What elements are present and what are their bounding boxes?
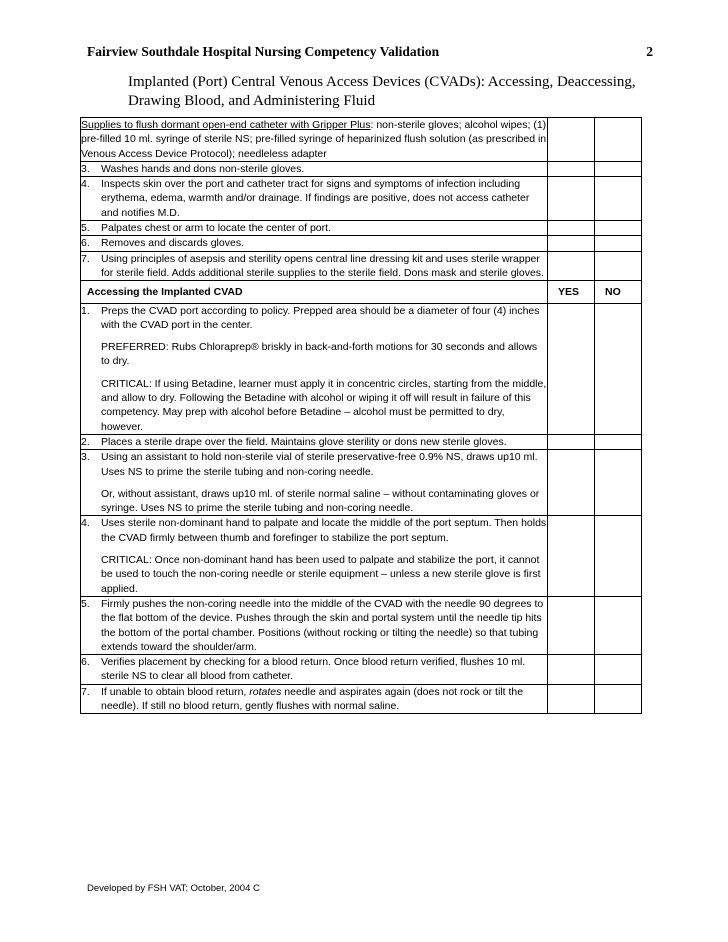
yes-cell[interactable] xyxy=(548,177,595,221)
table-row xyxy=(81,177,642,221)
step-number: 5. xyxy=(81,222,90,235)
section-header-row xyxy=(81,281,642,303)
supplies-cell xyxy=(81,118,548,162)
step-cell xyxy=(81,655,548,685)
yes-cell[interactable] xyxy=(548,118,595,162)
no-cell[interactable] xyxy=(595,655,642,685)
step-cell xyxy=(81,303,548,434)
supplies-label: Supplies to flush dormant open-end catheter with Gripper Plus xyxy=(81,119,371,131)
footer-note: Developed by FSH VAT: October, 2004 C xyxy=(87,883,260,894)
no-cell[interactable] xyxy=(595,596,642,654)
step-text: Firmly pushes the non-coring needle into the middle of the CVAD with the needle 90 degrees to the flat bottom of the device. Pushes through the skin and portal system until the needle tip hits the bottom of the portal chamber. Positions (without rocking or tilting the needle) so that tubing extends toward the shoulder/arm. xyxy=(101,597,544,653)
header-title: Fairview Southdale Hospital Nursing Competency Validation xyxy=(87,44,440,59)
step-cell xyxy=(81,684,548,714)
yes-cell[interactable] xyxy=(548,450,595,516)
table-row xyxy=(81,161,642,176)
step-note: CRITICAL: Once non-dominant hand has been used to palpate and stabilize the port, it cannot be used to touch the non-coring needle or sterile equipment – unless a new sterile glove is first applied. xyxy=(101,554,541,595)
table-row xyxy=(81,450,642,516)
yes-cell[interactable] xyxy=(548,303,595,434)
no-cell[interactable] xyxy=(595,177,642,221)
step-text: Washes hands and dons non-sterile gloves. xyxy=(101,162,305,175)
step-cell xyxy=(81,450,548,516)
table-row xyxy=(81,251,642,281)
table-row xyxy=(81,221,642,236)
yes-cell[interactable] xyxy=(548,221,595,236)
step-text: Using an assistant to hold non-sterile vial of sterile preservative-free 0.9% NS, draws up10 ml. Uses NS to prime the sterile tubing and non-coring needle. xyxy=(101,451,538,478)
competency-table xyxy=(80,117,642,714)
step-text: Removes and discards gloves. xyxy=(101,237,244,250)
yes-column-header: YES xyxy=(548,281,595,303)
no-column-header: NO xyxy=(595,281,642,303)
step-note: Or, without assistant, draws up10 ml. of sterile normal saline – without contaminating gloves or syringe. Uses NS to prime the sterile tubing and non-coring needle. xyxy=(101,487,540,515)
table-row xyxy=(81,516,642,596)
document-subtitle xyxy=(128,73,638,111)
step-number: 6. xyxy=(81,237,90,250)
no-cell[interactable] xyxy=(595,221,642,236)
no-cell[interactable] xyxy=(595,236,642,251)
step-note: CRITICAL: If using Betadine, learner must apply it in concentric circles, starting from the middle, and allow to dry. Following the Betadine with alcohol or wiping it off will result in failure of this competency. May prep with alcohol before Betadine – alcohol must be permitted to dry, however. xyxy=(101,377,547,433)
table-row xyxy=(81,236,642,251)
step-note: PREFERRED: Rubs Chloraprep® briskly in back-and-forth motions for 30 seconds and allows to dry. xyxy=(101,341,538,368)
step-number: 2. xyxy=(81,435,90,448)
no-cell[interactable] xyxy=(595,516,642,596)
step-text: Uses sterile non-dominant hand to palpate and locate the middle of the port septum. Then holds the CVAD firmly between thumb and forefinger to stabilize the port septum. xyxy=(101,517,547,544)
yes-cell[interactable] xyxy=(548,684,595,714)
step-number: 7. xyxy=(81,252,90,265)
no-cell[interactable] xyxy=(595,450,642,516)
step-text: Places a sterile drape over the field. Maintains glove sterility or dons new sterile gloves. xyxy=(101,435,507,448)
step-text: Preps the CVAD port according to policy. Prepped area should be a diameter of four (4) inches with the CVAD port in the center. xyxy=(101,304,540,331)
step-cell xyxy=(81,236,548,251)
table-row xyxy=(81,118,642,162)
step-text: Palpates chest or arm to locate the center of port. xyxy=(101,222,331,235)
yes-cell[interactable] xyxy=(548,434,595,449)
step-text: Verifies placement by checking for a blood return. Once blood return verified, flushes 10 ml. sterile NS to clear all blood from catheter. xyxy=(101,656,526,683)
subtitle-line-2: Drawing Blood, and Administering Fluid xyxy=(128,93,376,109)
step-cell xyxy=(81,516,548,596)
section-title: Accessing the Implanted CVAD xyxy=(81,281,548,303)
no-cell[interactable] xyxy=(595,303,642,434)
table-row xyxy=(81,596,642,654)
emphasized-word: rotates xyxy=(249,685,282,698)
step-number: 4. xyxy=(81,178,90,191)
no-cell[interactable] xyxy=(595,434,642,449)
subtitle-line-1: Implanted (Port) Central Venous Access Devices (CVADs): Accessing, Deaccessing, xyxy=(128,74,636,90)
yes-cell[interactable] xyxy=(548,596,595,654)
page-number: 2 xyxy=(646,44,653,59)
step-cell xyxy=(81,434,548,449)
step-cell xyxy=(81,596,548,654)
table-row xyxy=(81,303,642,434)
step-number: 3. xyxy=(81,162,90,175)
step-number: 7. xyxy=(81,685,90,698)
step-text: Using principles of asepsis and sterility opens central line dressing kit and uses sterile wrapper for sterile field. Adds additional sterile supplies to the sterile field. Dons mask and sterile gloves. xyxy=(101,252,544,279)
table-row xyxy=(81,655,642,685)
yes-cell[interactable] xyxy=(548,251,595,281)
no-cell[interactable] xyxy=(595,161,642,176)
step-number: 5. xyxy=(81,597,90,610)
yes-cell[interactable] xyxy=(548,516,595,596)
yes-cell[interactable] xyxy=(548,161,595,176)
step-number: 3. xyxy=(81,451,90,464)
step-cell xyxy=(81,161,548,176)
step-number: 6. xyxy=(81,656,90,669)
no-cell[interactable] xyxy=(595,684,642,714)
step-cell xyxy=(81,251,548,281)
step-text: Inspects skin over the port and catheter tract for signs and symptoms of infection including erythema, edema, warmth and/or drainage. If findings are positive, does not access catheter and notifies M.D. xyxy=(101,178,530,219)
step-number: 4. xyxy=(81,517,90,530)
no-cell[interactable] xyxy=(595,251,642,281)
step-cell xyxy=(81,221,548,236)
no-cell[interactable] xyxy=(595,118,642,162)
step-text: If unable to obtain blood return, rotates needle and aspirates again (does not rock or tilt the needle). If still no blood return, gently flushes with normal saline. xyxy=(101,685,524,712)
table-row xyxy=(81,684,642,714)
supplies-text: : non-sterile gloves; alcohol wipes; (1) pre-filled 10 ml. syringe of sterile NS; pre-filled syringe of heparinized flush solution (as prescribed in Venous Access Device Protocol); needleless adapter xyxy=(81,119,547,160)
table-row xyxy=(81,434,642,449)
page-header xyxy=(87,44,653,60)
yes-cell[interactable] xyxy=(548,236,595,251)
step-number: 1. xyxy=(81,304,90,317)
yes-cell[interactable] xyxy=(548,655,595,685)
step-cell xyxy=(81,177,548,221)
